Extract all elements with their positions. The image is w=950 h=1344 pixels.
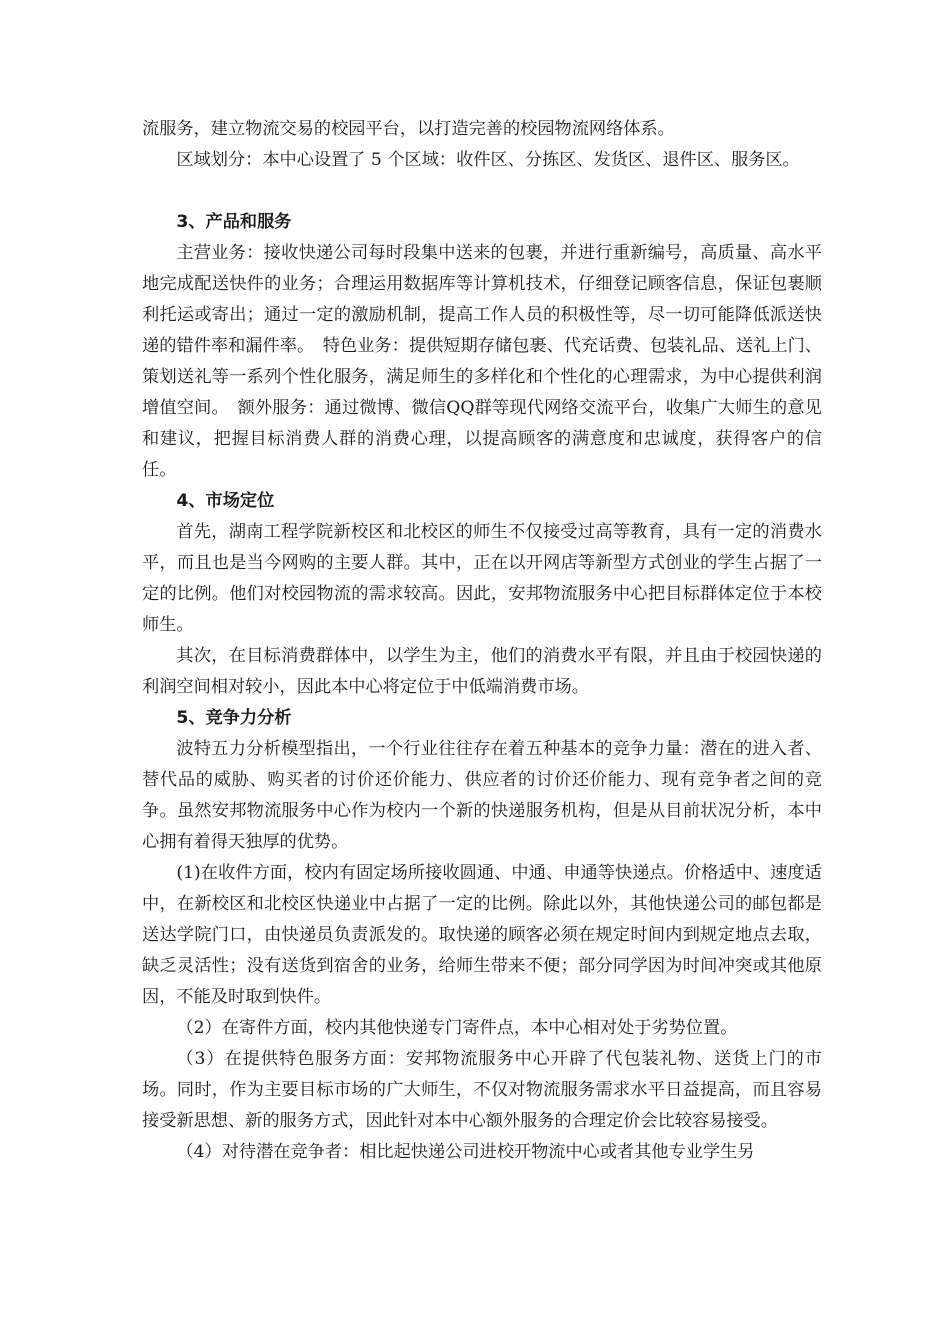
document-page (142, 114, 822, 1168)
paragraph-market-2: 其次，在目标消费群体中，以学生为主，他们的消费水平有限，并且由于校园快递的利润空间相对较小，因此本中心将定位于中低端消费市场。 (142, 646, 822, 697)
paragraph-regions: 区域划分：本中心设置了 5 个区域：收件区、分拣区、发货区、退件区、服务区。 (176, 150, 800, 170)
heading-products: 3、产品和服务 (176, 212, 292, 232)
paragraph-intro-tail: 流服务，建立物流交易的校园平台，以打造完善的校园物流网络体系。 (142, 119, 675, 139)
paragraph-item-2: （2）在寄件方面，校内其他快递专门寄件点，本中心相对处于劣势位置。 (176, 1018, 738, 1038)
blank-line (142, 176, 822, 207)
heading-competition: 5、竞争力分析 (176, 708, 292, 728)
paragraph-item-4: （4）对待潜在竞争者：相比起快递公司进校开物流中心或者其他专业学生另 (176, 1142, 755, 1162)
paragraph-market-1: 首先，湖南工程学院新校区和北校区的师生不仅接受过高等教育，具有一定的消费水平，而且也是当今网购的主要人群。其中，正在以开网店等新型方式创业的学生占据了一定的比例。他们对校园物流的需求较高。因此，安邦物流服务中心把目标群体定位于本校师生。 (142, 522, 822, 635)
paragraph-item-1: (1)在收件方面，校内有固定场所接收圆通、中通、申通等快递点。价格适中、速度适中，在新校区和北校区快递业中占据了一定的比例。除此以外，其他快递公司的邮包都是送达学院门口，由快递员负责派发的。取快递的顾客必须在规定时间内到规定地点去取，缺乏灵活性；没有送货到宿舍的业务，给师生带来不便；部分同学因为时间冲突或其他原因，不能及时取到快件。 (142, 863, 822, 1007)
heading-market: 4、市场定位 (176, 491, 275, 511)
paragraph-products: 主营业务：接收快递公司每时段集中送来的包裹，并进行重新编号，高质量、高水平地完成配送快件的业务；合理运用数据库等计算机技术，仔细登记顾客信息，保证包裹顺利托运或寄出；通过一定的激励机制，提高工作人员的积极性等，尽一切可能降低派送快递的错件率和漏件率。 特色业务：提供短期存储包裹、代充话费、包装礼品、送礼上门、策划送礼等一系列个性化服务，满足师生的多样化和个性化的心理需求，为中心提供利润增值空间。 额外服务：通过微博、微信QQ群等现代网络交流平台，收集广大师生的意见和建议，把握目标消费人群的消费心理，以提高顾客的满意度和忠诚度，获得客户的信任。 (142, 243, 822, 480)
paragraph-item-3: （3）在提供特色服务方面：安邦物流服务中心开辟了代包装礼物、送货上门的市场。同时，作为主要目标市场的广大师生，不仅对物流服务需求水平日益提高，而且容易接受新思想、新的服务方式，因此针对本中心额外服务的合理定价会比较容易接受。 (142, 1049, 822, 1131)
paragraph-competition: 波特五力分析模型指出，一个行业往往存在着五种基本的竞争力量：潜在的进入者、替代品的威胁、购买者的讨价还价能力、供应者的讨价还价能力、现有竞争者之间的竞争。虽然安邦物流服务中心作为校内一个新的快递服务机构，但是从目前状况分析，本中心拥有着得天独厚的优势。 (142, 739, 822, 852)
